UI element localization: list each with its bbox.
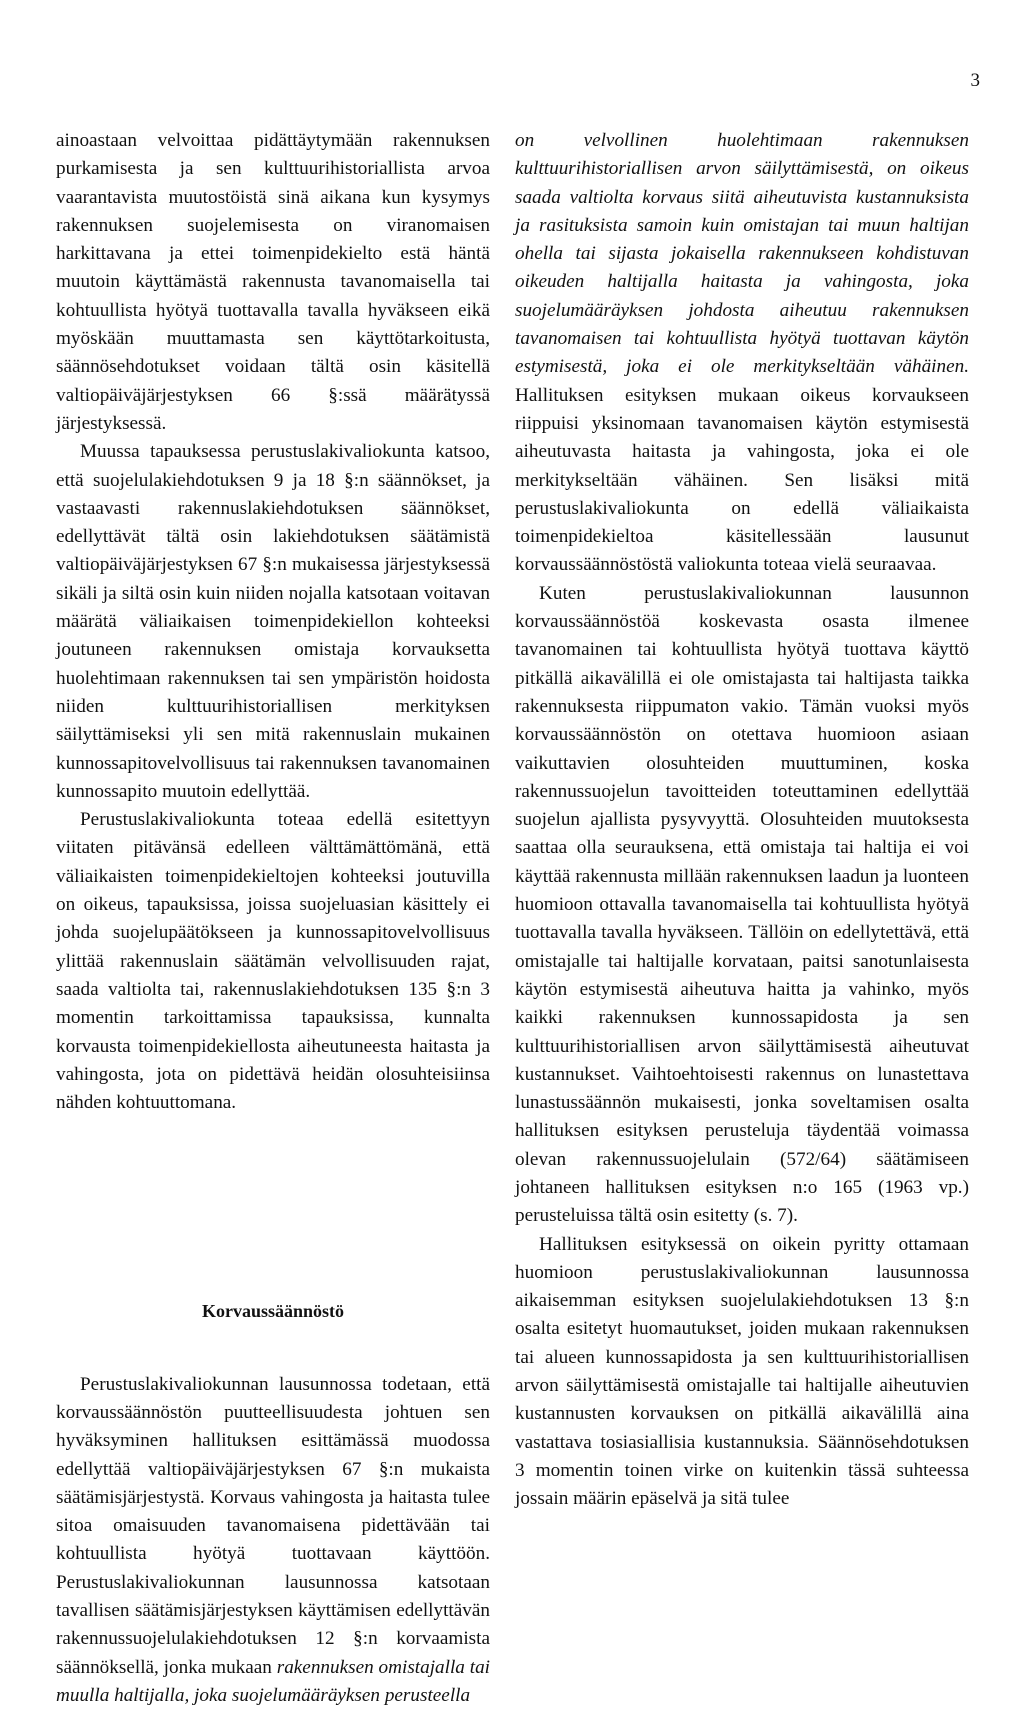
left-paragraph-3: Perustuslakivaliokunta toteaa edellä esitettyyn viitaten pitävänsä edelleen välttämättömänä, että väliaikaisten toimenpidekieltojen kohteeksi joutuvilla on oikeus, tapauksissa, joissa suojeluasian käsittely ei johda suojelupäätökseen ja kunnossapitovelvollisuus ylittää rakennuslain säätämän velvollisuuden rajat, saada valtiolta tai, rakennuslakiehdotuksen 135 §:n 3 momentin tarkoittamissa tapauksissa, kunnalta korvausta toimenpidekiellosta aiheutuneesta haitasta ja vahingosta, jota on pidettävä heidän olosuhteisiinsa nähden kohtuuttomana. (56, 809, 490, 1114)
section-heading-korvaussaannosto: Korvaussäännöstö (201, 1301, 345, 1322)
right-paragraph-1-quote: on velvollinen huolehtimaan rakennuksen kulttuurihistoriallisen arvon säilyttämisestä, on oikeus saada valtiolta korvaus siitä aiheutuvista kustannuksista ja rasituksista samoin kuin omistajan tai muun haltijan ohella tai sijasta jokaisella rakennukseen kohdistuvan oikeuden haltijalla haitasta ja vahingosta, joka suojelumääräyksen johdosta aiheutuu rakennuksen tavanomaisen tai kohtuullista hyötyä tuottavan käytön estymisestä, joka ei ole merkitykseltään vähäinen. (515, 130, 969, 378)
right-paragraph-1-text: Hallituksen esityksen mukaan oikeus korvaukseen riippuisi yksinomaan tavanomaisen käytön estymisestä aiheutuvasta haitasta ja vahingosta, joka ei ole merkitykseltään vähäinen. Sen lisäksi mitä perustuslakivaliokunta on edellä väliaikaista toimenpidekieltoa käsitellessään lausunut korvaussäännöstöstä valiokunta toteaa vielä seuraavaa. (515, 384, 969, 576)
right-column (515, 127, 969, 1514)
left-paragraph-4-text: Perustuslakivaliokunnan lausunnossa todetaan, että korvaussäännöstön puutteellisuudesta johtuen sen hyväksyminen hallituksen esittämässä muodossa edellyttää valtiopäiväjärjestyksen 67 §:n mukaista säätämisjärjestystä. Korvaus vahingosta ja haitasta tulee sitoa omaisuuden tavanomaisena pidettävään tai kohtuullista hyötyä tuottavaan käyttöön. Perustuslakivaliokunnan lausunnossa katsotaan tavallisen säätämisjärjestyksen käyttämisen edellyttävän rakennussuojelulakiehdotuksen 12 §:n korvaamista säännöksellä, jonka mukaan (56, 1373, 490, 1678)
left-column (56, 127, 490, 1710)
page-number: 3 (970, 70, 980, 91)
left-paragraph-4 (56, 1371, 490, 1710)
left-paragraph-1: ainoastaan velvoittaa pidättäytymään rakennuksen purkamisesta ja sen kulttuurihistoriallista arvoa vaarantavista muutostöistä sinä aikana kun kysymys rakennuksen suojelemisesta on viranomaisen harkittavana ja ettei toimenpidekielto estä häntä muutoin käyttämästä rakennusta tavanomaisella tai kohtuullista hyötyä tuottavalla tavalla hyväkseen eikä myöskään muuttamasta sen käyttötarkoitusta, säännösehdotukset voidaan tältä osin käsitellä valtiopäiväjärjestyksen 66 §:ssä määrätyssä järjestyksessä. (56, 130, 490, 434)
left-paragraph-4-quote: rakennuksen omistajalla tai muulla haltijalla, joka suojelumääräyksen perusteella (56, 1656, 490, 1706)
right-paragraph-2: Kuten perustuslakivaliokunnan lausunnon korvaussäännöstöä koskevasta osasta ilmenee tavanomainen tai kohtuullista hyötyä tuottava käyttö pitkällä aikavälillä ei ole omistajasta tai haltijasta taikka rakennuksesta riippumaton vakio. Tämän vuoksi myös korvaussäännöstön on otettava huomioon asiaan vaikuttavien olosuhteiden muuttuminen, koska rakennussuojelun tavoitteiden toteuttaminen edellyttää suojelun ajallista pysyvyyttä. Olosuhteiden muutoksesta saattaa olla seurauksena, että omistaja tai haltija ei voi käyttää rakennusta millään rakennuksen laadun ja luonteen huomioon ottavalla tavanomaisella tai kohtuullista hyötyä tuottavalla tavalla hyväkseen. Tällöin on edellytettävä, että omistajalle tai haltijalle korvataan, paitsi sanotunlaisesta käytön estymisestä aiheutuva haitta ja vahinko, myös kaikki rakennuksen kunnossapidosta ja sen kulttuurihistoriallisen arvon säilyttämisestä aiheutuvat kustannukset. Vaihtoehtoisesti rakennus on lunastettava lunastussäännön mukaisesti, jonka soveltamisen osalta hallituksen esityksen perusteluja täydentää voimassa olevan rakennussuojelulain (572/64) säätämiseen johtaneen hallituksen esityksen n:o 165 (1963 vp.) perusteluissa tältä osin esitetty (s. 7). (515, 582, 969, 1227)
left-paragraph-2: Muussa tapauksessa perustuslakivaliokunta katsoo, että suojelulakiehdotuksen 9 ja 18 §:n säännökset, ja vastaavasti rakennuslakiehdotuksen säännökset, edellyttävät tältä osin lakiehdotuksen säätämistä valtiopäiväjärjestyksen 67 §:n mukaisessa järjestyksessä sikäli ja siltä osin kuin niiden nojalla katsotaan voitavan määrätä väliaikaisen toimenpidekiellon kohteeksi joutuneen rakennuksen omistaja korvauksetta huolehtimaan rakennuksen tai sen ympäristön hoidosta niiden kulttuurihistoriallisen merkityksen säilyttämiseksi yli sen mitä rakennuslain mukainen kunnossapitovelvollisuus tai rakennuksen tavanomainen kunnossapito muutoin edellyttää. (56, 441, 490, 802)
right-paragraph-3: Hallituksen esityksessä on oikein pyritty ottamaan huomioon perustuslakivaliokunnan lausunnossa aikaisemman esityksen suojelulakiehdotuksen 13 §:n osalta esitetyt huomautukset, joiden mukaan rakennuksen tai alueen kunnossapidosta ja sen kulttuurihistoriallisen arvon säilyttämisestä omistajalle tai haltijalle aiheutuvien kustannusten korvauksen on pitkällä aikavälillä aina vastattava tosiasiallisia kustannuksia. Säännösehdotuksen 3 momentin toinen virke on kuitenkin tässä suhteessa jossain määrin epäselvä ja sitä tulee (515, 1233, 969, 1510)
right-paragraph-1 (515, 127, 969, 580)
